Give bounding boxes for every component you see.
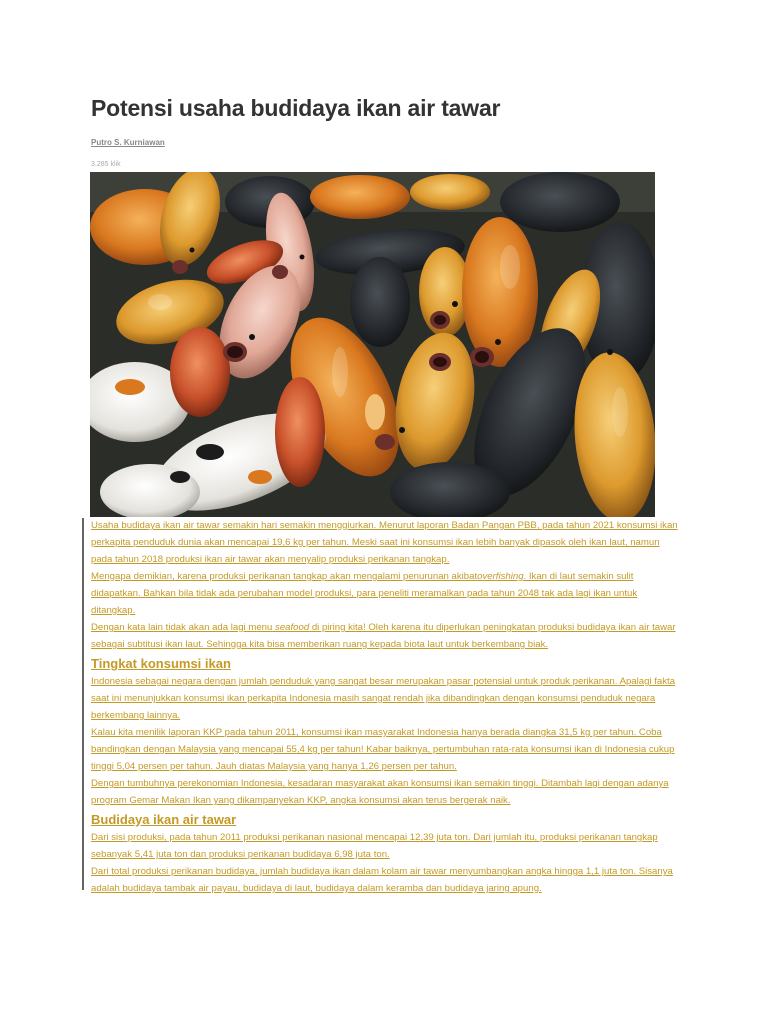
paragraph[interactable]: Usaha budidaya ikan air tawar semakin hari semakin menggiurkan. Menurut laporan Badan Pangan PBB, pada tahun 2021 konsumsi ikan perkapita penduduk dunia akan mencapai 19,6 kg per tahun. Meski saat ini konsumsi ikan lebih banyak dipasok oleh ikan laut, namun pada tahun 2018 produksi ikan air tawar akan menyalip produksi perikanan tangkap. [91,520,678,565]
author-link[interactable]: Putro S. Kurniawan [91,138,165,147]
article-body [91,517,683,897]
view-count: 3.285 klik [91,161,121,168]
paragraph[interactable]: Dari sisi produksi, pada tahun 2011 produksi perikanan nasional mencapai 12,39 juta ton. Dari jumlah itu, produksi perikanan tangkap sebanyak 5,41 juta ton dan produksi perikanan budidaya 6,98 juta ton. [91,832,658,860]
paragraph[interactable]: Mengapa demikian, karena produksi perikanan tangkap akan mengalami penurunan akibatoverfishing. Ikan di laut semakin sulit didapatkan. Bahkan bila tidak ada perubahan model produksi, para peneliti meramalkan pada tahun 2048 tak ada lagi ikan untuk ditangkap. [91,571,638,616]
italic-term: overfishing [477,571,524,582]
left-margin-rule [82,518,84,890]
paragraph[interactable]: Kalau kita menilik laporan KKP pada tahun 2011, konsumsi ikan masyarakat Indonesia hanya berada diangka 31,5 kg per tahun. Coba bandingkan dengan Malaysia yang mencapai 55,4 kg per tahun! Kabar baiknya, pertumbuhan rata-rata konsumsi ikan di Indonesia cukup tinggi 5,04 persen per tahun. Jauh diatas Malaysia yang hanya 1,26 persen per tahun. [91,727,675,772]
paragraph[interactable]: Dari total produksi perikanan budidaya, jumlah budidaya ikan dalam kolam air tawar menyumbangkan angka hingga 1,1 juta ton. Sisanya adalah budidaya tambak air payau, budidaya di laut, budidaya dalam keramba dan budidaya jaring apung. [91,866,673,894]
section-heading[interactable]: Budidaya ikan air tawar [91,812,237,827]
paragraph[interactable]: Indonesia sebagai negara dengan jumlah penduduk yang sangat besar merupakan pasar potensial untuk produk perikanan. Apalagi fakta saat ini menunjukkan konsumsi ikan perkapita Indonesia masih sangat rendah jika dibandingkan dengan konsumsi penduduk negara berkembang lainnya. [91,676,676,721]
koi-fish-photo [90,172,655,517]
section-heading[interactable]: Tingkat konsumsi ikan [91,656,231,671]
article-title: Potensi usaha budidaya ikan air tawar [91,95,501,121]
paragraph[interactable]: Dengan kata lain tidak akan ada lagi menu seafood di piring kita! Oleh karena itu diperlukan peningkatan produksi budidaya ikan air tawar sebagai subtitusi ikan laut. Sehingga kita bisa memberikan ruang kepada biota laut untuk berkembang biak. [91,622,676,650]
paragraph[interactable]: Dengan tumbuhnya perekonomian Indonesia, kesadaran masyarakat akan konsumsi ikan semakin tinggi. Ditambah lagi dengan adanya program Gemar Makan Ikan yang dikampanyekan KKP, angka konsumsi akan terus bergerak naik. [91,778,669,806]
italic-term: seafood [275,622,310,633]
